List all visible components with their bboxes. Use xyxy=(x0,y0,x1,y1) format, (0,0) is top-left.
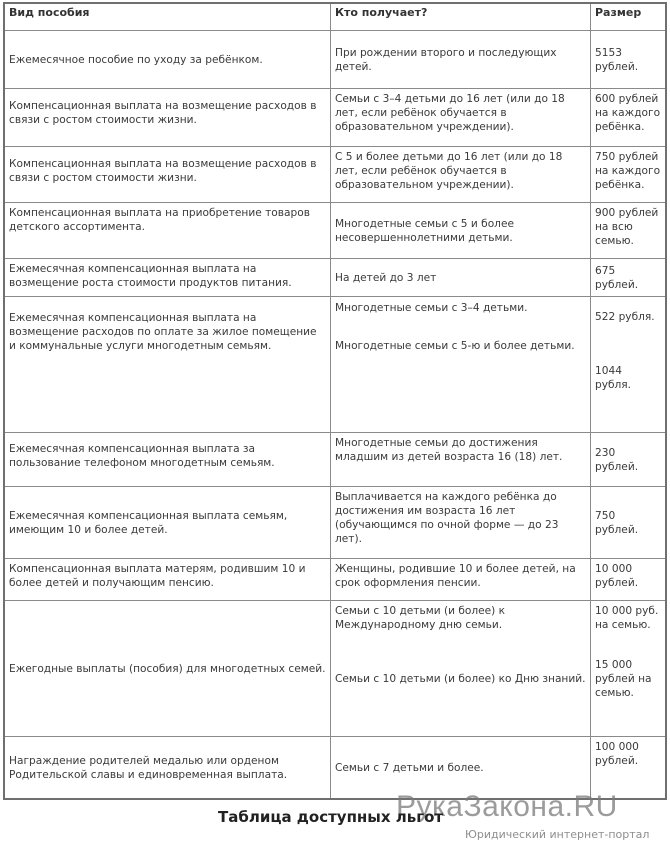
benefit-type: Компенсационная выплата на возмещение расходов в связи с ростом стоимости жизни. xyxy=(9,100,317,126)
recipient: Многодетные семьи до достижения младшим из детей возраста 16 (18) лет. xyxy=(330,433,590,486)
benefit-type: Компенсационная выплата матерям, родившим 10 и более детей и получающим пенсию. xyxy=(9,563,306,589)
table-row xyxy=(5,30,665,88)
table-row xyxy=(5,736,665,798)
amount: 600 рублей на каждого ребёнка. xyxy=(590,89,665,146)
amount xyxy=(590,601,665,736)
table-row xyxy=(5,486,665,558)
table-row xyxy=(5,258,665,296)
amount: 10 000 рублей. xyxy=(590,559,665,600)
watermark-subtitle: Юридический интернет-портал xyxy=(465,828,650,841)
amount: 5153 рублей. xyxy=(590,31,665,88)
table-caption: Таблица доступных льгот xyxy=(218,808,444,826)
amount: 750 рублей. xyxy=(590,487,665,558)
benefit-type: Ежемесячное пособие по уходу за ребёнком. xyxy=(9,53,263,66)
recipient: Выплачивается на каждого ребёнка до достижения им возраста 16 лет (обучающимся по очной форме — до 23 лет). xyxy=(330,487,590,558)
amount: 100 000 рублей. xyxy=(590,737,665,798)
recipient: При рождении второго и последующих детей. xyxy=(330,31,590,88)
amount: 675 рублей. xyxy=(590,259,665,296)
recipient xyxy=(330,297,590,432)
table-row xyxy=(5,88,665,146)
benefit-type: Ежегодные выплаты (пособия) для многодетных семей. xyxy=(9,662,326,675)
amount-a: 10 000 руб. на семью. xyxy=(595,605,659,631)
table-header-row xyxy=(5,4,665,30)
header-type: Вид пособия xyxy=(9,6,90,19)
header-who: Кто получает? xyxy=(330,4,590,30)
benefit-type: Ежемесячная компенсационная выплата на возмещение расходов по оплате за жилое помещение и коммунальные услуги многодетным семьям. xyxy=(9,312,317,352)
recipient-b: Семьи с 10 детьми (и более) ко Дню знаний. xyxy=(335,673,586,685)
table-row xyxy=(5,296,665,432)
watermark-logo: РукаЗакона.RU xyxy=(396,790,618,823)
benefit-type: Компенсационная выплата на возмещение расходов в связи с ростом стоимости жизни. xyxy=(9,158,317,184)
amount-b: 15 000 рублей на семью. xyxy=(595,659,652,699)
header-amount: Размер xyxy=(590,4,665,30)
recipient: Семьи с 3–4 детьми до 16 лет (или до 18 лет, если ребёнок обучается в образовательном учреждении). xyxy=(330,89,590,146)
recipient-b: Многодетные семьи с 5-ю и более детьми. xyxy=(335,340,575,352)
table-row xyxy=(5,558,665,600)
amount-b: 1044 рубля. xyxy=(595,365,632,391)
table-row xyxy=(5,432,665,486)
benefit-type: Ежемесячная компенсационная выплата семьям, имеющим 10 и более детей. xyxy=(9,509,288,536)
amount: 750 рублей на каждого ребёнка. xyxy=(590,147,665,202)
amount xyxy=(590,297,665,432)
recipient: Женщины, родившие 10 и более детей, на срок оформления пенсии. xyxy=(330,559,590,600)
recipient: Семьи с 7 детьми и более. xyxy=(330,737,590,798)
table-row xyxy=(5,600,665,736)
recipient: Многодетные семьи с 5 и более несовершеннолетними детьми. xyxy=(330,203,590,258)
benefits-table xyxy=(3,2,667,800)
benefit-type: Ежемесячная компенсационная выплата на возмещение роста стоимости продуктов питания. xyxy=(9,263,292,289)
benefit-type: Компенсационная выплата на приобретение товаров детского ассортимента. xyxy=(9,207,310,233)
recipient-a: Семьи с 10 детьми (и более) к Международному дню семьи. xyxy=(335,605,506,631)
amount: 230 рублей. xyxy=(590,433,665,486)
recipient-a: Многодетные семьи с 3–4 детьми. xyxy=(335,302,528,314)
recipient: На детей до 3 лет xyxy=(330,259,590,296)
benefit-type: Награждение родителей медалью или орденом Родительской славы и единовременная выплата. xyxy=(9,754,288,781)
recipient xyxy=(330,601,590,736)
recipient: С 5 и более детьми до 16 лет (или до 18 лет, если ребёнок обучается в образовательном учреждении). xyxy=(330,147,590,202)
benefit-type: Ежемесячная компенсационная выплата за пользование телефоном многодетным семьям. xyxy=(9,443,275,469)
amount: 900 рублей на всю семью. xyxy=(590,203,665,258)
table-row xyxy=(5,202,665,258)
amount-a: 522 рубля. xyxy=(595,311,655,323)
table-row xyxy=(5,146,665,202)
